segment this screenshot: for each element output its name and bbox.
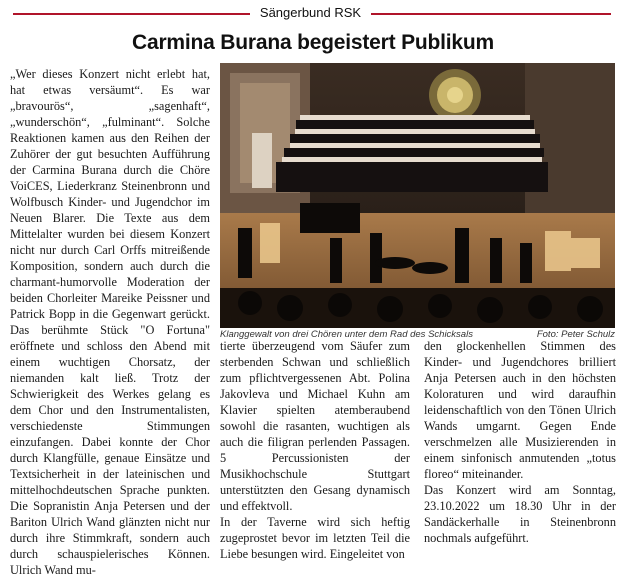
photo-credit: Foto: Peter Schulz xyxy=(536,329,615,340)
concert-photo-illustration xyxy=(220,63,615,328)
column-3-paragraph-2: Das Konzert wird am Sonntag, 23.10.2022 um 18.30 Uhr in der Sandäckerhalle in Steinenbronn nochmals aufgeführt. xyxy=(424,483,616,545)
column-3-text: den glockenhellen Stimmen des Kinder- und Jugendchores brilliert Anja Petersen auch in den höchsten Koloraturen und wird daraufhin leidenschaftlich von den Tönen Ulrich Wands umgarnt. Gegen Ende verschmelzen alle Musizierenden in einem sinfonisch anmutenden „totus floreo“ miteinander. xyxy=(424,339,616,481)
rubric-rule-right xyxy=(371,13,611,15)
column-1-text: „Wer dieses Konzert nicht erlebt hat, hat etwas versäumt“. Es war „bravourös“, „sagenhaft“, „wunderschön“, „fulminant“. Solche Reaktionen kamen aus den Reihen der Zuhörer der gut besuchten Aufführung der Carmina Burana durch die Chöre VoiCES, Liederkranz Steinenbronn und Wolfbusch Kinder- und Jugendchor im Neuen Blarer. Die Texte aus dem Mittelalter wurden bei diesem Konzert nicht nur durch Carl Orffs mitreißende Komposition, sondern auch durch die charmant-humorvolle Moderation der beiden Chorleiter Mareike Peissner und Patrick Bopp in die Gegenwart gerückt. Das berühmte Stück "O Fortuna" eröffnete und schloss den Abend mit einem wuchtigen Chorsatz, der niemanden kalt ließ. Trotz der Schwierigkeit des Werkes gelang es dem Chor und den Instrumentalisten, verschiedenste Stimmungen einzufangen. Dabei konnte der Chor durch Klangfülle, genaue Einsätze und Textsicherheit in der lateinischen und mittelhochdeutschen Sprache punkten. Die Sopranistin Anja Petersen und der Bariton Ulrich Wand glänzten nicht nur durch ihre Stimmkraft, sondern auch durch schauspielerisches Können. Ulrich Wand mu- xyxy=(10,67,210,577)
article-column-1 xyxy=(10,66,210,578)
article-column-3 xyxy=(424,338,616,546)
rubric-rule-left xyxy=(13,13,250,15)
column-2-paragraph-2: In der Taverne wird sich heftig zugeprostet bevor im letzten Teil die Liebe besungen wird. Eingeleitet von xyxy=(220,515,410,561)
caption-text: Klanggewalt von drei Chören unter dem Rad des Schicksals xyxy=(220,329,473,340)
article-headline: Carmina Burana begeistert Publikum xyxy=(132,31,494,54)
section-label: Sängerbund RSK xyxy=(259,5,362,20)
column-2-text: tierte überzeugend vom Säufer zum sterbenden Schwan und schließlich zum pflichtvergessenen Abt. Polina Jakovleva und Michael Kuhn am Klavier spielten atemberaubend sowohl die rasanten, wuchtigen als auch die filigran perlenden Passagen. 5 Percussionisten der Musikhochschule Stuttgart unterstützten den Gesang dynamisch und effektvoll. xyxy=(220,339,410,513)
section-rubric xyxy=(0,4,626,22)
concert-photo xyxy=(220,63,615,328)
article-column-2 xyxy=(220,338,410,562)
